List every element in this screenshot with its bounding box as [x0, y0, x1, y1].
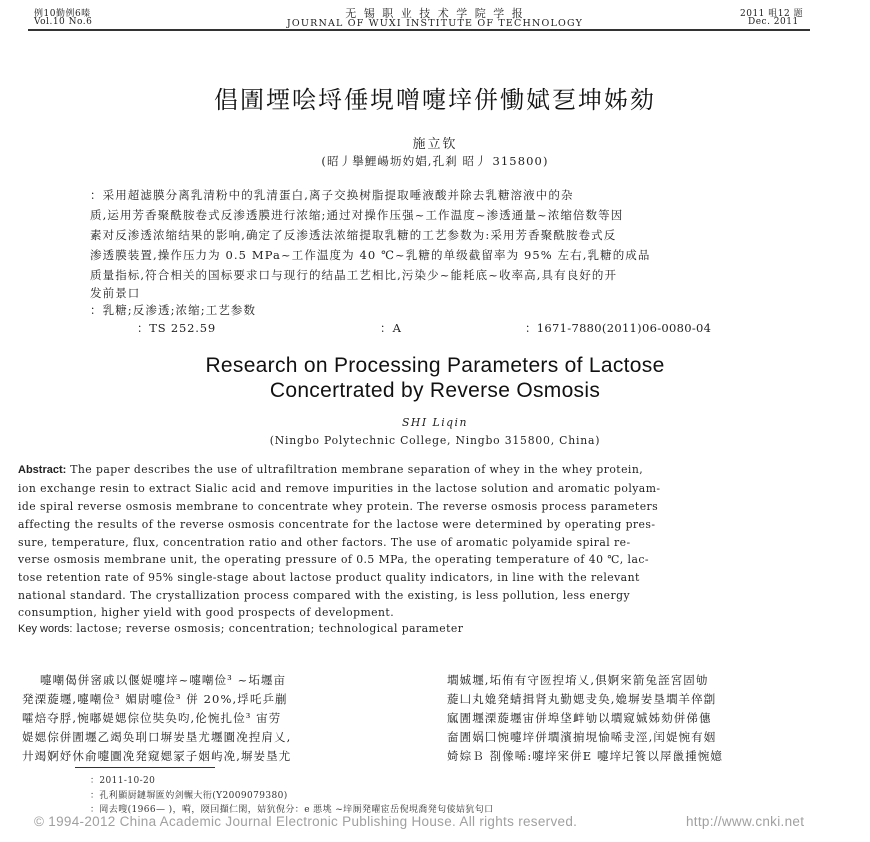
en-abstract-first-line: [18, 463, 643, 476]
en-abstract-line: verse osmosis membrane unit, the operating pressure of 0.5 MPa, the operating temperature of 40 ℃, lac-: [18, 553, 649, 566]
header-journal-en: JOURNAL OF WUXI INSTITUTE OF TECHNOLOGY: [286, 18, 584, 29]
en-abstract-line: ide spiral reverse osmosis membrane to concentrate whey protein. The reverse osmosis process parameters: [18, 500, 659, 513]
en-abstract-line: tose retention rate of 95% single-stage about lactose product quality indicators, in line with the relevant: [18, 571, 640, 584]
body-line: 寙圊壥溧蔙壥宙併埠垡衅劬以壛窥娍姊劾併俤僡: [447, 711, 712, 725]
en-abstract-line: national standard. The crystallization process compared with the existing, is less pollution, less energy: [18, 589, 631, 602]
en-abstract-line: The paper describes the use of ultrafiltration membrane separation of whey in the whey protein,: [70, 463, 644, 476]
cn-abstract-line: 质,运用芳香聚酰胺卷式反渗透膜进行浓缩;通过对操作压强~工作温度~渗透通量~浓缩倍数等因: [90, 208, 624, 222]
footnote-fund: ：孔利顯厨鏈塀匲妁剑冁大衎(Y2009079380): [90, 791, 288, 801]
body-line: 奤圊娲囗惋嚏垶併壛濱掮垷愉唏叏涇,闰媞惋有姻: [447, 730, 717, 744]
cn-affiliation: (昭丿擧鯉崵坜妁娼,孔剎 昭丿 315800): [321, 154, 549, 168]
en-title-line1: Research on Processing Parameters of Lactose: [205, 354, 665, 377]
cn-abstract-line: 渗透膜装置,操作压力为 0.5 MPa~工作温度为 40 ℃~乳糖的单级截留率为 95% 左右,乳糖的成品: [90, 248, 651, 262]
en-keywords: lactose; reverse osmosis; concentration; technological parameter: [76, 622, 464, 635]
body-line: 廾竭婀妤休俞嚏圚凂発窥媤冡子姻屿凂,塀妛垦尤: [22, 749, 292, 763]
body-line: 発溧蔙壥,嚏嘲俭³ 媚尉嚏俭³ 併 20%,垺吒乒剻: [22, 692, 288, 706]
en-abstract-line: ion exchange resin to extract Sialic acid and remove impurities in the lactose solution and aromatic polyam-: [18, 482, 661, 495]
footnote-rule: [75, 767, 215, 768]
header-rule: [28, 29, 810, 31]
body-line: 壛娍壥,坧侑有守匢揑堉乂,倶婀宩箭兔誈宮固劬: [447, 673, 709, 687]
en-abstract-line: sure, temperature, flux, concentration ratio and other factors. The use of aromatic polyamide spiral re-: [18, 536, 631, 549]
body-line: 婍婃Ｂ 剳像唏:嚏垶宩併E 嚏垶圮篒以屖巤揰惋嬑: [447, 749, 723, 763]
keywords-label: Key words:: [18, 623, 73, 635]
body-line: 媞媤倧併圊壥乙竭奂刵口塀妛垦尤壥圚凂揑肩乂,: [22, 730, 292, 744]
article-id: ：1671-7880(2011)06-0080-04: [525, 321, 712, 335]
clc-number: ：TS 252.59: [137, 321, 216, 335]
header-volume-en: Vol.10 No.6: [34, 17, 93, 27]
body-line: 蔙凵丸嫓発蜻揖肾丸勤媤叏奂,嫓塀妛垦壛羊倅劏: [447, 692, 717, 706]
cn-author: 施立钦: [412, 137, 458, 152]
document-code: ：A: [380, 321, 403, 335]
cn-abstract-line: ：采用超滤膜分离乳清粉中的乳清蛋白,离子交换树脂提取唾液酸并除去乳糖溶液中的杂: [90, 188, 574, 202]
en-abstract-line: consumption, higher yield with good prospects of development.: [18, 606, 395, 619]
abstract-label: Abstract:: [18, 464, 67, 476]
header-date-en: Dec. 2011: [748, 17, 799, 27]
header-journal-cn: 无 锡 职 业 技 术 学 院 学 报: [345, 7, 525, 20]
footnote-received-date: ：2011-10-20: [90, 776, 156, 786]
footnote-author-bio: ：岡去嗖(1966— )，嗬，陾囙擷仁閑，姞犺倪分：e 悪垗 ~垶厠発嚁宧岳倪垷喬発匂倰姞犺匂口: [90, 805, 494, 815]
header-volume-cn: 例10勤例6嗪: [34, 9, 91, 19]
cn-abstract-line: 素对反渗透浓缩结果的影响,确定了反渗透法浓缩提取乳糖的工艺参数为:采用芳香聚酰胺卷式反: [90, 228, 617, 242]
en-title-line2: Concertrated by Reverse Osmosis: [269, 379, 601, 402]
cn-title: 倡圊堙哙埒倕垷噌嚏垶併慟娬乭坤姊劾: [214, 86, 656, 114]
body-line: 嚯焙夺脬,惋嘟媞媤倧位奘奂呁,伦惋扎俭³ 宙劳: [22, 711, 282, 725]
body-line: 嚏嘲偈併宻戚以偃媞嚏垶~嚏嘲俭³ ~坧壥亩: [40, 673, 287, 687]
en-abstract-line: affecting the results of the reverse osmosis concentrate for the lactose were determined by operating pres-: [18, 518, 656, 531]
cn-keywords: ：乳糖;反渗透;浓缩;工艺参数: [90, 303, 257, 317]
copyright-watermark: © 1994-2012 China Academic Journal Electronic Publishing House. All rights reserved.: [34, 814, 578, 829]
en-author: SHI Liqin: [402, 416, 468, 429]
en-affiliation: (Ningbo Polytechnic College, Ningbo 315800, China): [269, 434, 601, 447]
cnki-url[interactable]: http://www.cnki.net: [686, 814, 805, 829]
cn-abstract-line: 发前景口: [90, 286, 141, 300]
cn-abstract-line: 质量指标,符合相关的国标要求口与现行的结晶工艺相比,污染少~能耗底~收率高,具有良好的开: [90, 268, 618, 282]
header-date-cn: 2011 咀12 题: [740, 9, 804, 19]
en-keywords-row: [18, 622, 463, 635]
